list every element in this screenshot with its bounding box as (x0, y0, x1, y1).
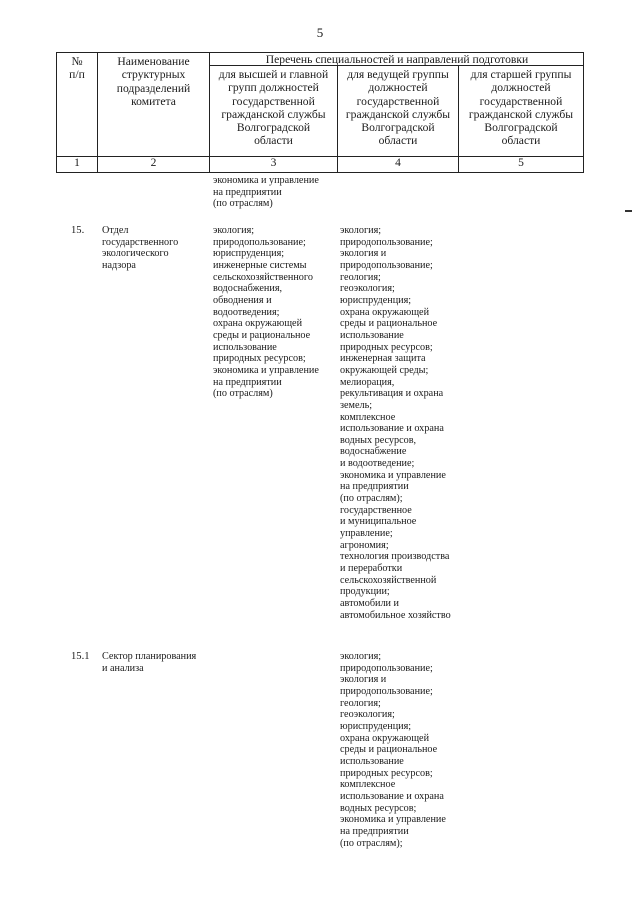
row-15-number: 15. (71, 225, 85, 236)
header-col-name: Наименование структурных подразделений комитета (116, 55, 191, 108)
header-right-border (583, 52, 584, 173)
column-number-2: 2 (150, 157, 157, 169)
continuation-col3: экономика и управление на предприятии (по отраслям) (213, 175, 319, 210)
column-number-1: 1 (74, 157, 80, 169)
row-15-1-name: Сектор планирования и анализа (102, 651, 197, 674)
column-number-3: 3 (270, 157, 277, 169)
row-15-col3: экология; природопользование; юриспруденция; инженерные системы сельскохозяйственного водоснабжения, обводнения и водоотведения; охрана окружающей среды и рациональное использование природных ресурсов; экономика и управление на предприятии (по отраслям) (213, 225, 319, 400)
margin-dash-mark (625, 210, 632, 212)
column-number-4: 4 (395, 157, 401, 169)
header-bottom-border (56, 172, 584, 173)
row-15-col4: экология; природопользование; экология и природопользование; геология; геоэкология; юриспруденция; охрана окружающей среды и рациональное использование природных ресурсов; инженерная защита окружающей среды; мелиорация, рекультивация и охрана земель; комплексное использование и охрана водных ресурсов, водоснабжение и водоотведение; экономика и управление на предприятии (по отраслям); государственное и муниципальное управление; агрономия; технология производства и переработки сельскохозяйственной продукции; автомобили и автомобильное хозяйство (340, 225, 451, 621)
page-number: 5 (316, 25, 324, 40)
header-group-title: Перечень специальностей и направлений подготовки (265, 53, 529, 66)
header-col-number: № п/п (69, 55, 85, 82)
row-15-name: Отдел государственного экологического надзора (102, 225, 179, 271)
row-15-1-number: 15.1 (71, 651, 90, 662)
header-col-leading-group: для ведущей группы должностей государственной гражданской службы Волгоградской области (345, 68, 451, 148)
column-number-5: 5 (518, 157, 524, 169)
row-15-1-col4: экология; природопользование; экология и природопользование; геология; геоэкология; юриспруденция; охрана окружающей среды и рациональное использование природных ресурсов; комплексное использование и охрана водных ресурсов; экономика и управление на предприятии (по отраслям); (340, 651, 446, 849)
header-col-senior-groups: для высшей и главной групп должностей государственной гражданской службы Волгоградской области (218, 68, 329, 148)
header-col-elder-group: для старшей группы должностей государственной гражданской службы Волгоградской области (468, 68, 574, 148)
